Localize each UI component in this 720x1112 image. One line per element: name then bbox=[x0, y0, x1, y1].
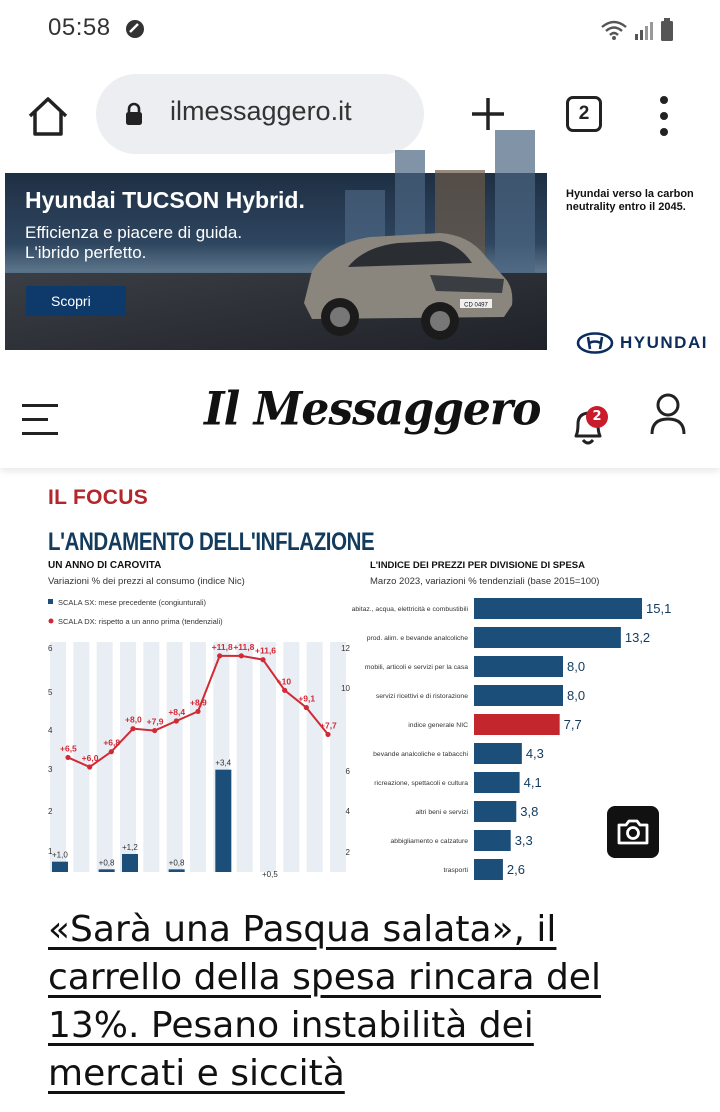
article-headline[interactable]: «Sarà una Pasqua salata», il carrello della spesa rincara del 13%. Pesano instabilità dei mercati e siccità bbox=[48, 909, 601, 1094]
ad-brand-name: HYUNDAI bbox=[620, 333, 708, 352]
status-time: 05:58 bbox=[48, 14, 111, 41]
ad-cta-button[interactable]: Scopri bbox=[26, 286, 126, 316]
line-chart-subtitle: UN ANNO DI CAROVITA bbox=[48, 560, 162, 571]
bar-value-label: 2,6 bbox=[506, 862, 526, 877]
bar-value-label: +1,2 bbox=[122, 843, 138, 852]
bar-value-label: +3,4 bbox=[215, 758, 232, 768]
bar-mark bbox=[122, 854, 138, 872]
line-value-label: +8,9 bbox=[190, 697, 207, 708]
right-tick-label: 4 bbox=[345, 807, 350, 816]
grid-stripe bbox=[120, 642, 136, 872]
bar-value-label: 3,3 bbox=[514, 833, 533, 848]
line-point bbox=[282, 688, 287, 693]
camera-icon bbox=[607, 806, 659, 858]
bar-mark bbox=[52, 862, 68, 872]
line-chart bbox=[48, 642, 351, 879]
ad-brand bbox=[576, 332, 708, 354]
bar-value-label: 8,0 bbox=[567, 659, 586, 674]
category-label: abitaz., acqua, elettricità e combustibili bbox=[351, 606, 468, 613]
ad-subtitle-line2: L'ibrido perfetto. bbox=[25, 243, 147, 262]
grid-stripe bbox=[330, 642, 346, 872]
line-value-label: +11,6 bbox=[255, 645, 277, 656]
status-bar bbox=[0, 0, 720, 62]
line-point bbox=[152, 728, 157, 733]
bar-mark bbox=[169, 869, 185, 872]
do-not-disturb-icon bbox=[124, 18, 146, 40]
bar-mark bbox=[474, 859, 503, 880]
bar-value-label: 4,1 bbox=[523, 775, 542, 790]
bar-mark bbox=[99, 869, 115, 872]
ad-banner[interactable] bbox=[0, 170, 720, 362]
bar-value-label: 13,2 bbox=[624, 630, 651, 645]
grid-stripe bbox=[237, 642, 253, 872]
line-point bbox=[109, 749, 114, 754]
ad-title: Hyundai TUCSON Hybrid. bbox=[25, 187, 305, 213]
grid-stripe bbox=[167, 642, 186, 872]
ad-subtitle-line1: Efficienza e piacere di guida. bbox=[25, 223, 243, 242]
line-value-label: +8,4 bbox=[168, 707, 186, 717]
bar-mark bbox=[474, 627, 621, 648]
lock-icon bbox=[124, 102, 144, 126]
bar-mark bbox=[474, 830, 511, 851]
bar-value-label: +0,5 bbox=[262, 869, 278, 879]
line-value-label: +6,5 bbox=[60, 743, 77, 754]
line-value-label: +10 bbox=[276, 676, 292, 687]
line-point bbox=[304, 705, 309, 710]
line-value-label: +8,0 bbox=[125, 714, 142, 725]
line-point bbox=[87, 764, 92, 769]
line-point bbox=[130, 726, 135, 731]
bar-chart-caption: Marzo 2023, variazioni % tendenziali (base 2015=100) bbox=[370, 576, 600, 587]
site-header bbox=[0, 370, 720, 468]
bar-mark bbox=[474, 714, 560, 735]
line-point bbox=[325, 732, 330, 737]
grid-stripe bbox=[260, 642, 276, 872]
category-label: servizi ricettivi e di ristorazione bbox=[375, 693, 468, 700]
notification-badge: 2 bbox=[586, 406, 608, 428]
new-tab-icon[interactable] bbox=[468, 94, 508, 134]
category-label: indice generale NIC bbox=[408, 722, 468, 729]
article-kicker: IL FOCUS bbox=[48, 486, 149, 509]
category-label: abbigliamento e calzature bbox=[390, 838, 468, 845]
left-tick-label: 3 bbox=[48, 765, 53, 774]
left-tick-label: 5 bbox=[48, 688, 53, 697]
bar-mark bbox=[474, 743, 522, 764]
line-point bbox=[195, 709, 200, 714]
category-label: ricreazione, spettacoli e cultura bbox=[374, 780, 468, 787]
category-label: prod. alim. e bevande analcoliche bbox=[366, 635, 468, 642]
site-logo[interactable]: Il Messaggero bbox=[204, 382, 541, 437]
category-label: mobili, articoli e servizi per la casa bbox=[364, 664, 468, 671]
legend-swatch-bars bbox=[48, 599, 53, 604]
status-icons bbox=[600, 18, 674, 42]
line-chart-caption: Variazioni % dei prezzi al consumo (indice Nic) bbox=[48, 576, 245, 587]
address-bar[interactable] bbox=[96, 74, 424, 154]
left-tick-label: 2 bbox=[48, 807, 53, 816]
legend-label-line: SCALA DX: rispetto a un anno prima (tendenziali) bbox=[58, 617, 223, 626]
infographic-image[interactable] bbox=[48, 524, 672, 879]
left-tick-label: 1 bbox=[48, 847, 53, 856]
ad-subtitle bbox=[25, 223, 295, 263]
more-options-icon[interactable] bbox=[652, 94, 676, 138]
bar-mark bbox=[474, 598, 642, 619]
grid-stripe bbox=[307, 642, 323, 872]
line-point bbox=[217, 653, 222, 658]
line-value-label: +7,9 bbox=[146, 716, 164, 727]
bar-value-label: 7,7 bbox=[563, 717, 582, 732]
bar-mark bbox=[474, 656, 563, 677]
line-value-label: +11,8 bbox=[233, 641, 255, 652]
browser-toolbar bbox=[0, 62, 720, 170]
battery-icon bbox=[660, 18, 674, 42]
left-tick-label: 4 bbox=[48, 726, 53, 735]
infographic-charts bbox=[48, 524, 672, 879]
hyundai-logo-icon bbox=[576, 332, 614, 354]
line-value-label: +11,8 bbox=[211, 641, 233, 652]
signal-icon bbox=[634, 19, 654, 41]
line-point bbox=[239, 653, 244, 658]
bar-mark bbox=[474, 685, 563, 706]
category-label: bevande analcoliche e tabacchi bbox=[373, 751, 468, 758]
grid-stripe bbox=[190, 642, 206, 872]
bar-value-label: +1,0 bbox=[52, 850, 68, 860]
line-point bbox=[65, 755, 70, 760]
grid-stripe bbox=[50, 642, 66, 872]
bar-value-label: 15,1 bbox=[646, 601, 672, 616]
bar-chart-title: L'INDICE DEI PREZZI PER DIVISIONE DI SPESA bbox=[370, 560, 585, 571]
infographic-title: L'ANDAMENTO DELL'INFLAZIONE bbox=[48, 528, 375, 556]
grid-stripe bbox=[143, 642, 159, 872]
bar-value-label: 3,8 bbox=[520, 804, 539, 819]
wifi-icon bbox=[600, 19, 628, 41]
line-point bbox=[260, 657, 265, 662]
bar-mark bbox=[474, 801, 516, 822]
bar-value-label: 8,0 bbox=[567, 688, 586, 703]
bar-value-label: +0,8 bbox=[98, 858, 115, 868]
line-value-label: +6,8 bbox=[103, 737, 121, 748]
legend-label-bars: SCALA SX: mese precedente (congiunturali) bbox=[58, 598, 206, 607]
bar-mark bbox=[474, 772, 520, 793]
category-label: trasporti bbox=[443, 867, 468, 874]
left-tick-label: 6 bbox=[48, 644, 53, 653]
bar-value-label: +0,8 bbox=[168, 858, 185, 868]
user-account-icon[interactable] bbox=[648, 392, 688, 438]
car-image bbox=[290, 213, 520, 343]
right-tick-label: 10 bbox=[341, 684, 350, 693]
line-value-label: +7,7 bbox=[320, 720, 337, 731]
line-value-label: +9,1 bbox=[298, 693, 316, 704]
ad-side-text: Hyundai verso la carbon neutrality entro il 2045. bbox=[566, 188, 694, 213]
right-tick-label: 2 bbox=[345, 848, 350, 857]
ad-image[interactable] bbox=[5, 173, 547, 350]
home-icon[interactable] bbox=[26, 94, 70, 138]
right-tick-label: 6 bbox=[345, 767, 350, 776]
bar-mark bbox=[215, 770, 231, 872]
tab-switcher-button[interactable]: 2 bbox=[566, 96, 602, 132]
category-label: altri beni e servizi bbox=[415, 809, 468, 816]
hamburger-menu-icon[interactable] bbox=[22, 404, 58, 436]
photo-gallery-button[interactable] bbox=[607, 806, 659, 858]
license-plate-text: CD 0497 bbox=[464, 302, 488, 309]
url-text: ilmessaggero.it bbox=[170, 96, 352, 126]
bar-value-label: 4,3 bbox=[525, 746, 544, 761]
legend-swatch-line bbox=[49, 619, 54, 624]
line-point bbox=[174, 718, 179, 723]
line-value-label: +6,0 bbox=[81, 753, 99, 763]
right-tick-label: 12 bbox=[341, 644, 350, 653]
